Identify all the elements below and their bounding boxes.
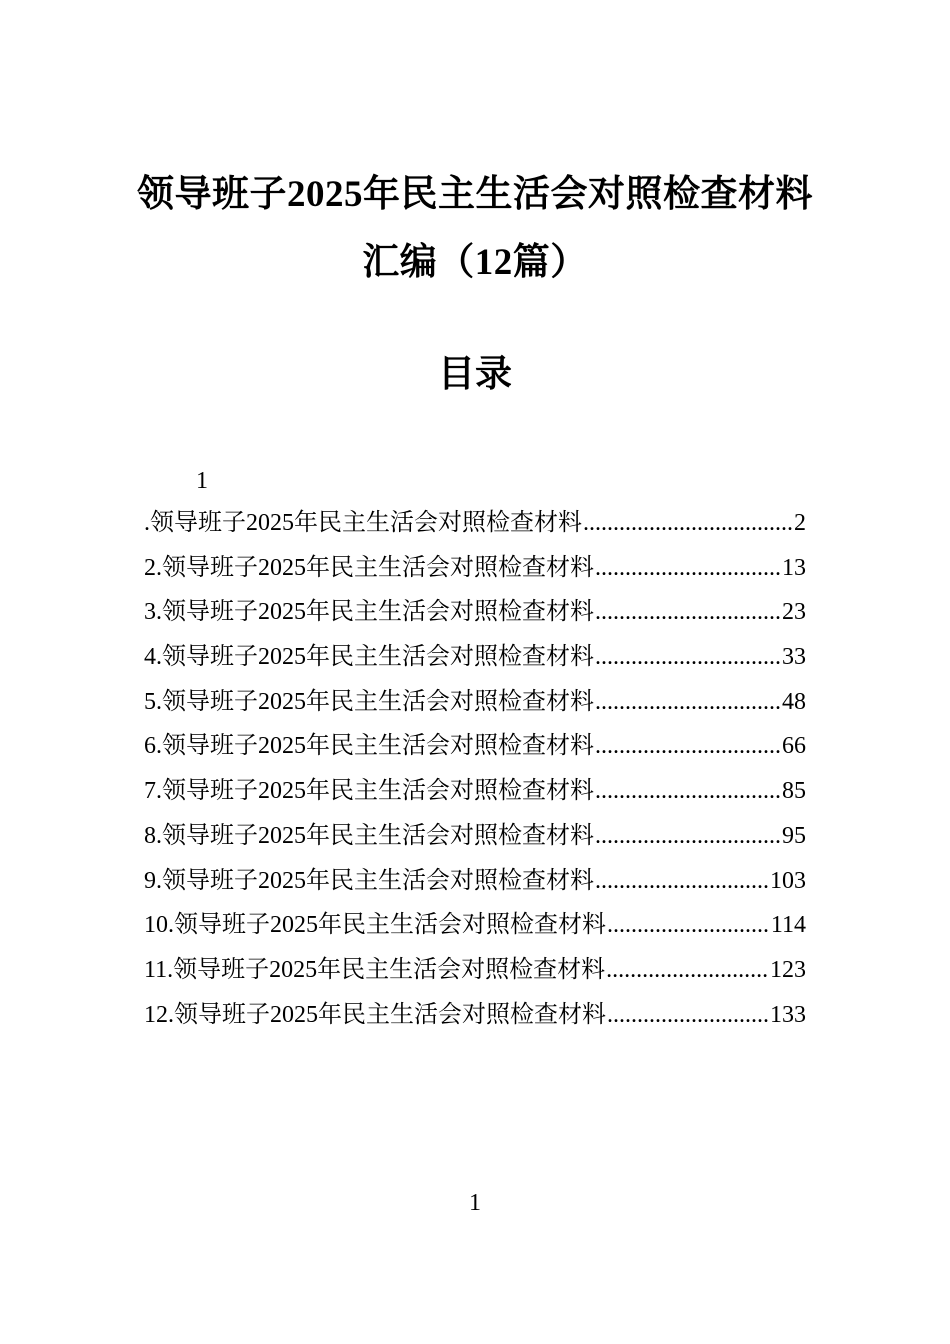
toc-entry-page: 33 [782, 644, 806, 671]
toc-dot-leader [595, 642, 781, 672]
toc-entry-8[interactable] [144, 821, 806, 866]
toc-entry-11[interactable] [144, 955, 806, 1000]
toc-heading: 目录 [438, 354, 512, 395]
toc-dot-leader [595, 821, 781, 851]
toc-entry-page: 133 [770, 1001, 806, 1028]
toc-entry-label: 2.领导班子2025年民主生活会对照检查材料 [144, 554, 594, 581]
toc-entry-1[interactable] [144, 508, 806, 553]
toc-entry-label: 11.领导班子2025年民主生活会对照检查材料 [144, 956, 606, 983]
toc-dot-leader [595, 731, 781, 761]
toc-entry-6[interactable] [144, 731, 806, 776]
toc-entry-page: 66 [782, 733, 806, 760]
toc-entry-label: 6.领导班子2025年民主生活会对照检查材料 [144, 733, 594, 760]
toc-dot-leader [606, 955, 769, 985]
toc-entry-page: 2 [794, 510, 806, 536]
toc-entry-label: 5.领导班子2025年民主生活会对照检查材料 [144, 688, 594, 715]
toc-entry-label: 10.领导班子2025年民主生活会对照检查材料 [144, 912, 606, 939]
toc-lead-number: 1 [196, 468, 208, 494]
toc-list [144, 508, 806, 1044]
toc-entry-12[interactable] [144, 1000, 806, 1045]
toc-dot-leader [595, 776, 781, 806]
toc-entry-page: 95 [782, 822, 806, 849]
toc-entry-label: 7.领导班子2025年民主生活会对照检查材料 [144, 778, 594, 805]
document-title-line-2: 汇编（12篇） [362, 242, 588, 283]
toc-dot-leader [595, 553, 781, 583]
toc-entry-label: 9.领导班子2025年民主生活会对照检查材料 [144, 867, 594, 894]
toc-entry-3[interactable] [144, 597, 806, 642]
toc-entry-7[interactable] [144, 776, 806, 821]
toc-entry-label: 4.领导班子2025年民主生活会对照检查材料 [144, 644, 594, 671]
toc-dot-leader [595, 597, 781, 627]
toc-entry-page: 13 [782, 554, 806, 581]
toc-entry-label: 8.领导班子2025年民主生活会对照检查材料 [144, 822, 594, 849]
toc-dot-leader [595, 866, 769, 896]
toc-dot-leader [595, 687, 781, 717]
toc-entry-page: 48 [782, 688, 806, 715]
toc-entry-page: 103 [770, 867, 806, 894]
toc-dot-leader [607, 910, 770, 940]
toc-dot-leader [607, 1000, 769, 1030]
page-number: 1 [469, 1190, 481, 1216]
toc-entry-2[interactable] [144, 553, 806, 598]
toc-entry-page: 123 [770, 956, 806, 983]
toc-entry-4[interactable] [144, 642, 806, 687]
toc-dot-leader [583, 508, 793, 538]
toc-entry-label: .领导班子2025年民主生活会对照检查材料 [144, 510, 582, 536]
toc-entry-label: 3.领导班子2025年民主生活会对照检查材料 [144, 599, 594, 626]
document-title-line-1: 领导班子2025年民主生活会对照检查材料 [137, 174, 813, 215]
toc-entry-label: 12.领导班子2025年民主生活会对照检查材料 [144, 1001, 606, 1028]
toc-entry-10[interactable] [144, 910, 806, 955]
toc-entry-page: 114 [770, 912, 806, 939]
toc-entry-page: 23 [782, 599, 806, 626]
toc-entry-5[interactable] [144, 687, 806, 732]
toc-entry-9[interactable] [144, 866, 806, 911]
toc-entry-page: 85 [782, 778, 806, 805]
